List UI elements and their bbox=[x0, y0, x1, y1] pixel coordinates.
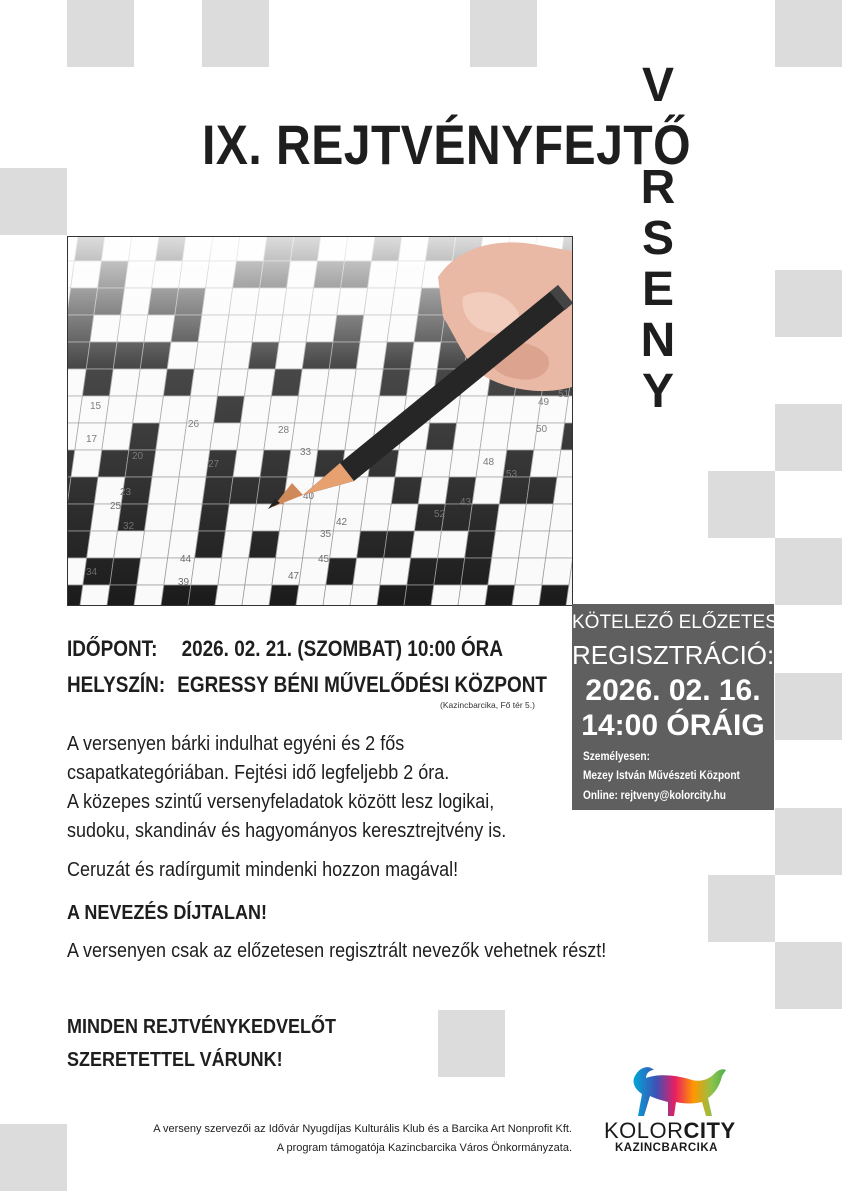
deco-square bbox=[438, 1010, 505, 1077]
closing bbox=[67, 1011, 336, 1077]
logo-part1: KOLOR bbox=[604, 1118, 684, 1143]
vertical-letter: E bbox=[641, 263, 674, 316]
vertical-letter: S bbox=[641, 212, 674, 265]
vertical-letter: V bbox=[641, 59, 674, 112]
description bbox=[67, 730, 506, 846]
registration-note: A versenyen csak az előzetesen regisztrált nevezők vehetnek részt! bbox=[67, 940, 607, 962]
time-label: IDŐPONT: bbox=[67, 636, 158, 661]
deco-square bbox=[0, 1124, 67, 1191]
crossword-image bbox=[68, 237, 572, 605]
deco-square bbox=[775, 270, 842, 337]
closing-line: SZERETETTEL VÁRUNK! bbox=[67, 1049, 283, 1071]
reg-online: Online: rejtveny@kolorcity.hu bbox=[583, 790, 726, 802]
time-row bbox=[67, 636, 503, 662]
poster-title: IX. REJTVÉNYFEJTŐ bbox=[202, 113, 692, 176]
deco-square bbox=[775, 0, 842, 67]
vertical-letter: R bbox=[640, 161, 676, 214]
deco-square bbox=[775, 404, 842, 471]
reg-in-person-value: Mezey István Művészeti Központ bbox=[583, 770, 740, 782]
description-line: sudoku, skandináv és hagyományos keresztrejtvény is. bbox=[67, 820, 507, 842]
registration-box bbox=[572, 604, 778, 810]
place-label: HELYSZÍN: bbox=[67, 672, 166, 697]
bring-note: Ceruzát és radírgumit mindenki hozzon magával! bbox=[67, 859, 459, 881]
vertical-letter: N bbox=[640, 314, 676, 367]
deco-square bbox=[775, 942, 842, 1009]
reg-line2: REGISZTRÁCIÓ: bbox=[572, 640, 775, 670]
deco-square bbox=[708, 875, 775, 942]
deco-square bbox=[775, 538, 842, 605]
deco-square bbox=[67, 0, 134, 67]
vertical-title bbox=[636, 60, 680, 417]
place-row bbox=[67, 672, 547, 698]
footer-organizers: A verseny szervezői az Idővár Nyugdíjas Kulturális Klub és a Barcika Art Nonprofit Kft. bbox=[153, 1123, 572, 1135]
logo-subtitle: KAZINCBARCIKA bbox=[615, 1142, 718, 1154]
vertical-letter: Y bbox=[641, 365, 674, 418]
reg-line1: KÖTELEZŐ ELŐZETES bbox=[572, 612, 778, 633]
description-line: A versenyen bárki indulhat egyéni és 2 fős bbox=[67, 733, 405, 755]
deco-square bbox=[202, 0, 269, 67]
reg-time: 14:00 ÓRÁIG bbox=[581, 709, 765, 742]
time-value: 2026. 02. 21. (SZOMBAT) 10:00 ÓRA bbox=[181, 636, 504, 661]
deco-square bbox=[775, 673, 842, 740]
address: (Kazincbarcika, Fő tér 5.) bbox=[440, 700, 535, 710]
deco-square bbox=[0, 168, 67, 235]
reg-in-person-label: Személyesen: bbox=[583, 751, 650, 763]
logo-text bbox=[604, 1118, 736, 1144]
crossword-photo bbox=[67, 236, 573, 606]
description-line: csapatkategóriában. Fejtési idő legfeljebb 2 óra. bbox=[67, 762, 450, 784]
closing-line: MINDEN REJTVÉNYKEDVELŐT bbox=[67, 1016, 337, 1038]
deco-square bbox=[708, 471, 775, 538]
logo-part2: CITY bbox=[683, 1118, 736, 1143]
kolorcity-logo-icon bbox=[604, 1060, 749, 1120]
reg-date: 2026. 02. 16. bbox=[585, 674, 761, 707]
place-value: EGRESSY BÉNI MŰVELŐDÉSI KÖZPONT bbox=[177, 672, 547, 697]
deco-square bbox=[470, 0, 537, 67]
footer-sponsor: A program támogatója Kazincbarcika Város Önkormányzata. bbox=[276, 1142, 572, 1154]
free-entry: A NEVEZÉS DÍJTALAN! bbox=[67, 902, 268, 924]
deco-square bbox=[775, 808, 842, 875]
description-line: A közepes szintű versenyfeladatok között lesz logikai, bbox=[67, 791, 495, 813]
